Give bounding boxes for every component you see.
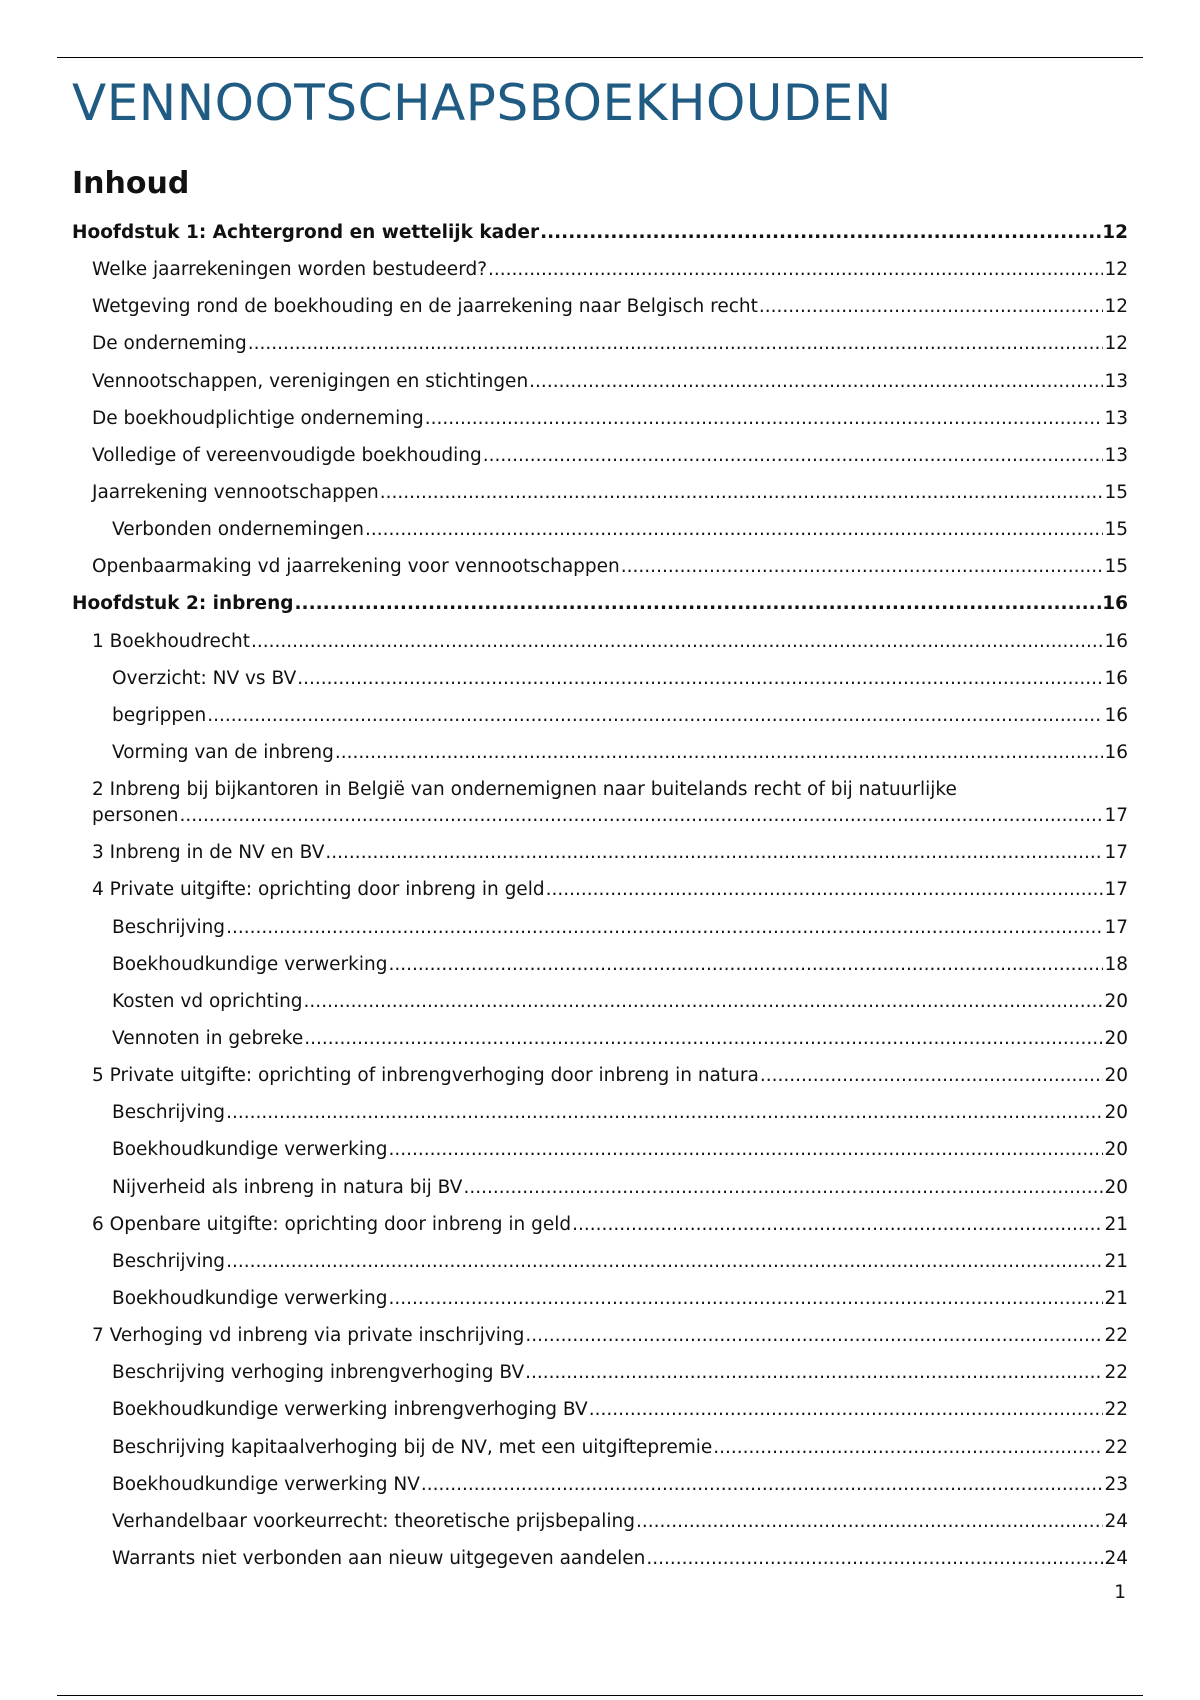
toc-leader-dots	[207, 703, 1103, 729]
toc-leader-dots	[295, 591, 1102, 617]
toc-entry[interactable]	[72, 1472, 1128, 1498]
toc-entry-text: Verhandelbaar voorkeurrecht: theoretische prijsbepaling	[112, 1510, 635, 1532]
toc-page-number: 18	[1104, 953, 1128, 975]
toc-leader-dots	[380, 480, 1104, 506]
toc-entry-text: 1 Boekhoudrecht	[92, 630, 250, 652]
toc-leader-dots	[388, 1137, 1103, 1163]
toc-entry[interactable]	[72, 1435, 1128, 1461]
toc-page-number: 16	[1104, 741, 1128, 763]
toc-leader-dots	[226, 915, 1103, 941]
toc-entry-text: Volledige of vereenvoudigde boekhouding	[92, 444, 482, 466]
toc-page-number: 16	[1102, 593, 1128, 615]
toc-leader-dots	[248, 331, 1104, 357]
toc-page-number: 21	[1104, 1250, 1128, 1272]
toc-page-number: 22	[1104, 1436, 1128, 1458]
toc-entry[interactable]	[72, 1286, 1128, 1312]
toc-entry-text: Hoofdstuk 2: inbreng	[72, 593, 294, 615]
toc-page-number: 21	[1104, 1213, 1128, 1235]
toc-page-number: 17	[1104, 842, 1128, 864]
toc-page-number: 22	[1104, 1325, 1128, 1347]
toc-page-number: 12	[1102, 222, 1128, 243]
toc-leader-dots	[589, 1397, 1104, 1423]
toc-entry[interactable]	[72, 554, 1128, 580]
toc-page-number: 17	[1104, 805, 1128, 827]
toc-entry[interactable]	[72, 1063, 1128, 1089]
toc-entry[interactable]	[72, 1212, 1128, 1238]
toc-page-number: 16	[1104, 630, 1128, 652]
toc-entry[interactable]	[72, 1397, 1128, 1423]
toc-entry-text: Kosten vd oprichting	[112, 990, 303, 1012]
toc-entry[interactable]	[72, 443, 1128, 469]
toc-entry-text: Nijverheid als inbreng in natura bij BV	[112, 1176, 463, 1198]
toc-entry-text: De boekhoudplichtige onderneming	[92, 407, 424, 429]
toc-entry-text: Overzicht: NV vs BV	[112, 667, 297, 689]
toc-entry[interactable]	[72, 1137, 1128, 1163]
bottom-rule	[57, 1695, 1143, 1696]
toc-page-number: 17	[1104, 879, 1128, 901]
toc-entry-text: 3 Inbreng in de NV en BV	[92, 842, 325, 864]
toc-entry-text: Beschrijving	[112, 1102, 226, 1124]
toc-entry-text: Verbonden ondernemingen	[112, 519, 365, 541]
toc-leader-dots	[226, 1100, 1103, 1126]
toc-leader-dots	[540, 220, 1101, 246]
toc-entry[interactable]	[72, 369, 1128, 395]
toc-entry[interactable]	[72, 989, 1128, 1015]
toc-leader-dots	[388, 1286, 1103, 1312]
page-number: 1	[1114, 1582, 1126, 1603]
toc-leader-dots	[572, 1212, 1103, 1238]
toc-entry-text: 7 Verhoging vd inbreng via private inschrijving	[92, 1325, 525, 1347]
toc-leader-dots	[325, 840, 1103, 866]
toc-entry[interactable]	[72, 1249, 1128, 1275]
toc-entry-text: 4 Private uitgifte: oprichting door inbreng in geld	[92, 879, 545, 901]
toc-entry[interactable]	[72, 294, 1128, 320]
toc-leader-dots	[525, 1360, 1103, 1386]
toc-leader-dots	[304, 1026, 1103, 1052]
toc-entry-text: 2 Inbreng bij bijkantoren in België van ondernemignen naar buitelands recht of bij natuurlijke	[92, 779, 957, 801]
toc-entry[interactable]	[72, 1026, 1128, 1052]
toc-page-number: 20	[1104, 1027, 1128, 1049]
toc-entry[interactable]	[72, 1100, 1128, 1126]
toc-leader-dots	[488, 257, 1103, 283]
toc-entry-text: Beschrijving	[112, 916, 226, 938]
toc-entry-text: Boekhoudkundige verwerking NV	[112, 1473, 420, 1495]
toc-entry[interactable]	[72, 517, 1128, 543]
toc-entry[interactable]	[72, 480, 1128, 506]
toc-page-number: 24	[1104, 1547, 1128, 1569]
toc-page-number: 22	[1104, 1399, 1128, 1421]
toc-entry-text: Vennootschappen, verenigingen en stichtingen	[92, 370, 529, 392]
toc-leader-dots	[335, 740, 1104, 766]
toc-page-number: 20	[1104, 1102, 1128, 1124]
toc-page-number: 23	[1104, 1473, 1128, 1495]
toc-entry[interactable]	[72, 952, 1128, 978]
toc-page-number: 15	[1104, 519, 1128, 541]
toc-page-number: 12	[1104, 296, 1128, 318]
toc-page-number: 20	[1104, 1139, 1128, 1161]
toc-page-number: 20	[1104, 1065, 1128, 1087]
toc-leader-dots	[251, 629, 1103, 655]
toc-entry[interactable]	[72, 220, 1128, 246]
toc-entry[interactable]	[72, 1175, 1128, 1201]
toc-entry[interactable]	[72, 915, 1128, 941]
toc-leader-dots	[713, 1435, 1103, 1461]
toc-leader-dots	[297, 666, 1103, 692]
toc-page-number: 21	[1104, 1287, 1128, 1309]
toc-entry-text: Boekhoudkundige verwerking	[112, 953, 388, 975]
toc-page-number: 24	[1104, 1510, 1128, 1532]
toc-entry-text: Warrants niet verbonden aan nieuw uitgegeven aandelen	[112, 1547, 646, 1569]
toc-entry-text: Beschrijving	[112, 1250, 226, 1272]
toc-entry[interactable]	[72, 406, 1128, 432]
toc-entry[interactable]	[72, 1546, 1128, 1572]
toc-entry-text: Welke jaarrekeningen worden bestudeerd?	[92, 259, 488, 281]
toc-page-number: 17	[1104, 916, 1128, 938]
toc-entry-text: Jaarrekening vennootschappen	[92, 481, 379, 503]
table-of-contents	[72, 220, 1128, 1583]
toc-leader-dots	[388, 952, 1103, 978]
toc-entry[interactable]	[72, 591, 1128, 617]
toc-entry[interactable]	[72, 1509, 1128, 1535]
toc-entry-text: Boekhoudkundige verwerking inbrengverhoging BV	[112, 1399, 588, 1421]
toc-page-number: 16	[1104, 667, 1128, 689]
toc-entry[interactable]	[72, 629, 1128, 655]
toc-entry-text-cont: personen	[92, 805, 179, 827]
toc-entry-text: Boekhoudkundige verwerking	[112, 1139, 388, 1161]
toc-entry-text: Beschrijving verhoging inbrengverhoging BV	[112, 1362, 525, 1384]
toc-page-number: 12	[1104, 333, 1128, 355]
toc-leader-dots	[365, 517, 1103, 543]
toc-page-number: 13	[1104, 407, 1128, 429]
toc-entry-text: 5 Private uitgifte: oprichting of inbrengverhoging door inbreng in natura	[92, 1065, 759, 1087]
toc-leader-dots	[304, 989, 1104, 1015]
toc-page-number: 15	[1104, 481, 1128, 503]
toc-leader-dots	[621, 554, 1104, 580]
toc-page-number: 13	[1104, 444, 1128, 466]
toc-leader-dots	[759, 294, 1104, 320]
toc-page-number: 15	[1104, 556, 1128, 578]
toc-entry-text: 6 Openbare uitgifte: oprichting door inbreng in geld	[92, 1213, 572, 1235]
toc-leader-dots	[546, 877, 1104, 903]
toc-leader-dots	[463, 1175, 1103, 1201]
toc-leader-dots	[421, 1472, 1104, 1498]
toc-entry[interactable]	[72, 703, 1128, 729]
toc-entry[interactable]	[72, 331, 1128, 357]
toc-entry-text: Hoofdstuk 1: Achtergrond en wettelijk kader	[72, 222, 540, 243]
toc-entry[interactable]	[72, 666, 1128, 692]
toc-entry[interactable]	[72, 777, 1128, 829]
toc-entry-text: De onderneming	[92, 333, 247, 355]
toc-entry-text: Boekhoudkundige verwerking	[112, 1287, 388, 1309]
toc-page-number: 16	[1104, 704, 1128, 726]
toc-leader-dots	[529, 369, 1103, 395]
toc-leader-dots	[525, 1323, 1103, 1349]
toc-heading: Inhoud	[72, 166, 190, 201]
toc-entry-text: begrippen	[112, 704, 207, 726]
toc-entry-text: Vennoten in gebreke	[112, 1027, 304, 1049]
toc-entry-continuation	[92, 803, 1128, 829]
toc-leader-dots	[425, 406, 1104, 432]
toc-leader-dots	[226, 1249, 1103, 1275]
toc-page-number: 12	[1104, 259, 1128, 281]
toc-leader-dots	[180, 803, 1104, 829]
toc-entry[interactable]	[72, 1323, 1128, 1349]
toc-page-number: 13	[1104, 370, 1128, 392]
toc-page-number: 20	[1104, 990, 1128, 1012]
toc-entry[interactable]	[72, 877, 1128, 903]
toc-page-number: 20	[1104, 1176, 1128, 1198]
toc-entry[interactable]	[72, 257, 1128, 283]
toc-entry[interactable]	[72, 840, 1128, 866]
toc-leader-dots	[646, 1546, 1103, 1572]
toc-entry[interactable]	[72, 1360, 1128, 1386]
toc-entry-text: Openbaarmaking vd jaarrekening voor vennootschappen	[92, 556, 620, 578]
toc-page-number: 22	[1104, 1362, 1128, 1384]
toc-entry-text: Vorming van de inbreng	[112, 741, 334, 763]
toc-entry[interactable]	[72, 740, 1128, 766]
toc-leader-dots	[760, 1063, 1104, 1089]
toc-leader-dots	[483, 443, 1104, 469]
document-title: VENNOOTSCHAPSBOEKHOUDEN	[72, 74, 892, 132]
top-rule	[57, 57, 1143, 58]
toc-leader-dots	[636, 1509, 1103, 1535]
toc-entry-text: Beschrijving kapitaalverhoging bij de NV, met een uitgiftepremie	[112, 1436, 713, 1458]
toc-entry-text: Wetgeving rond de boekhouding en de jaarrekening naar Belgisch recht	[92, 296, 758, 318]
